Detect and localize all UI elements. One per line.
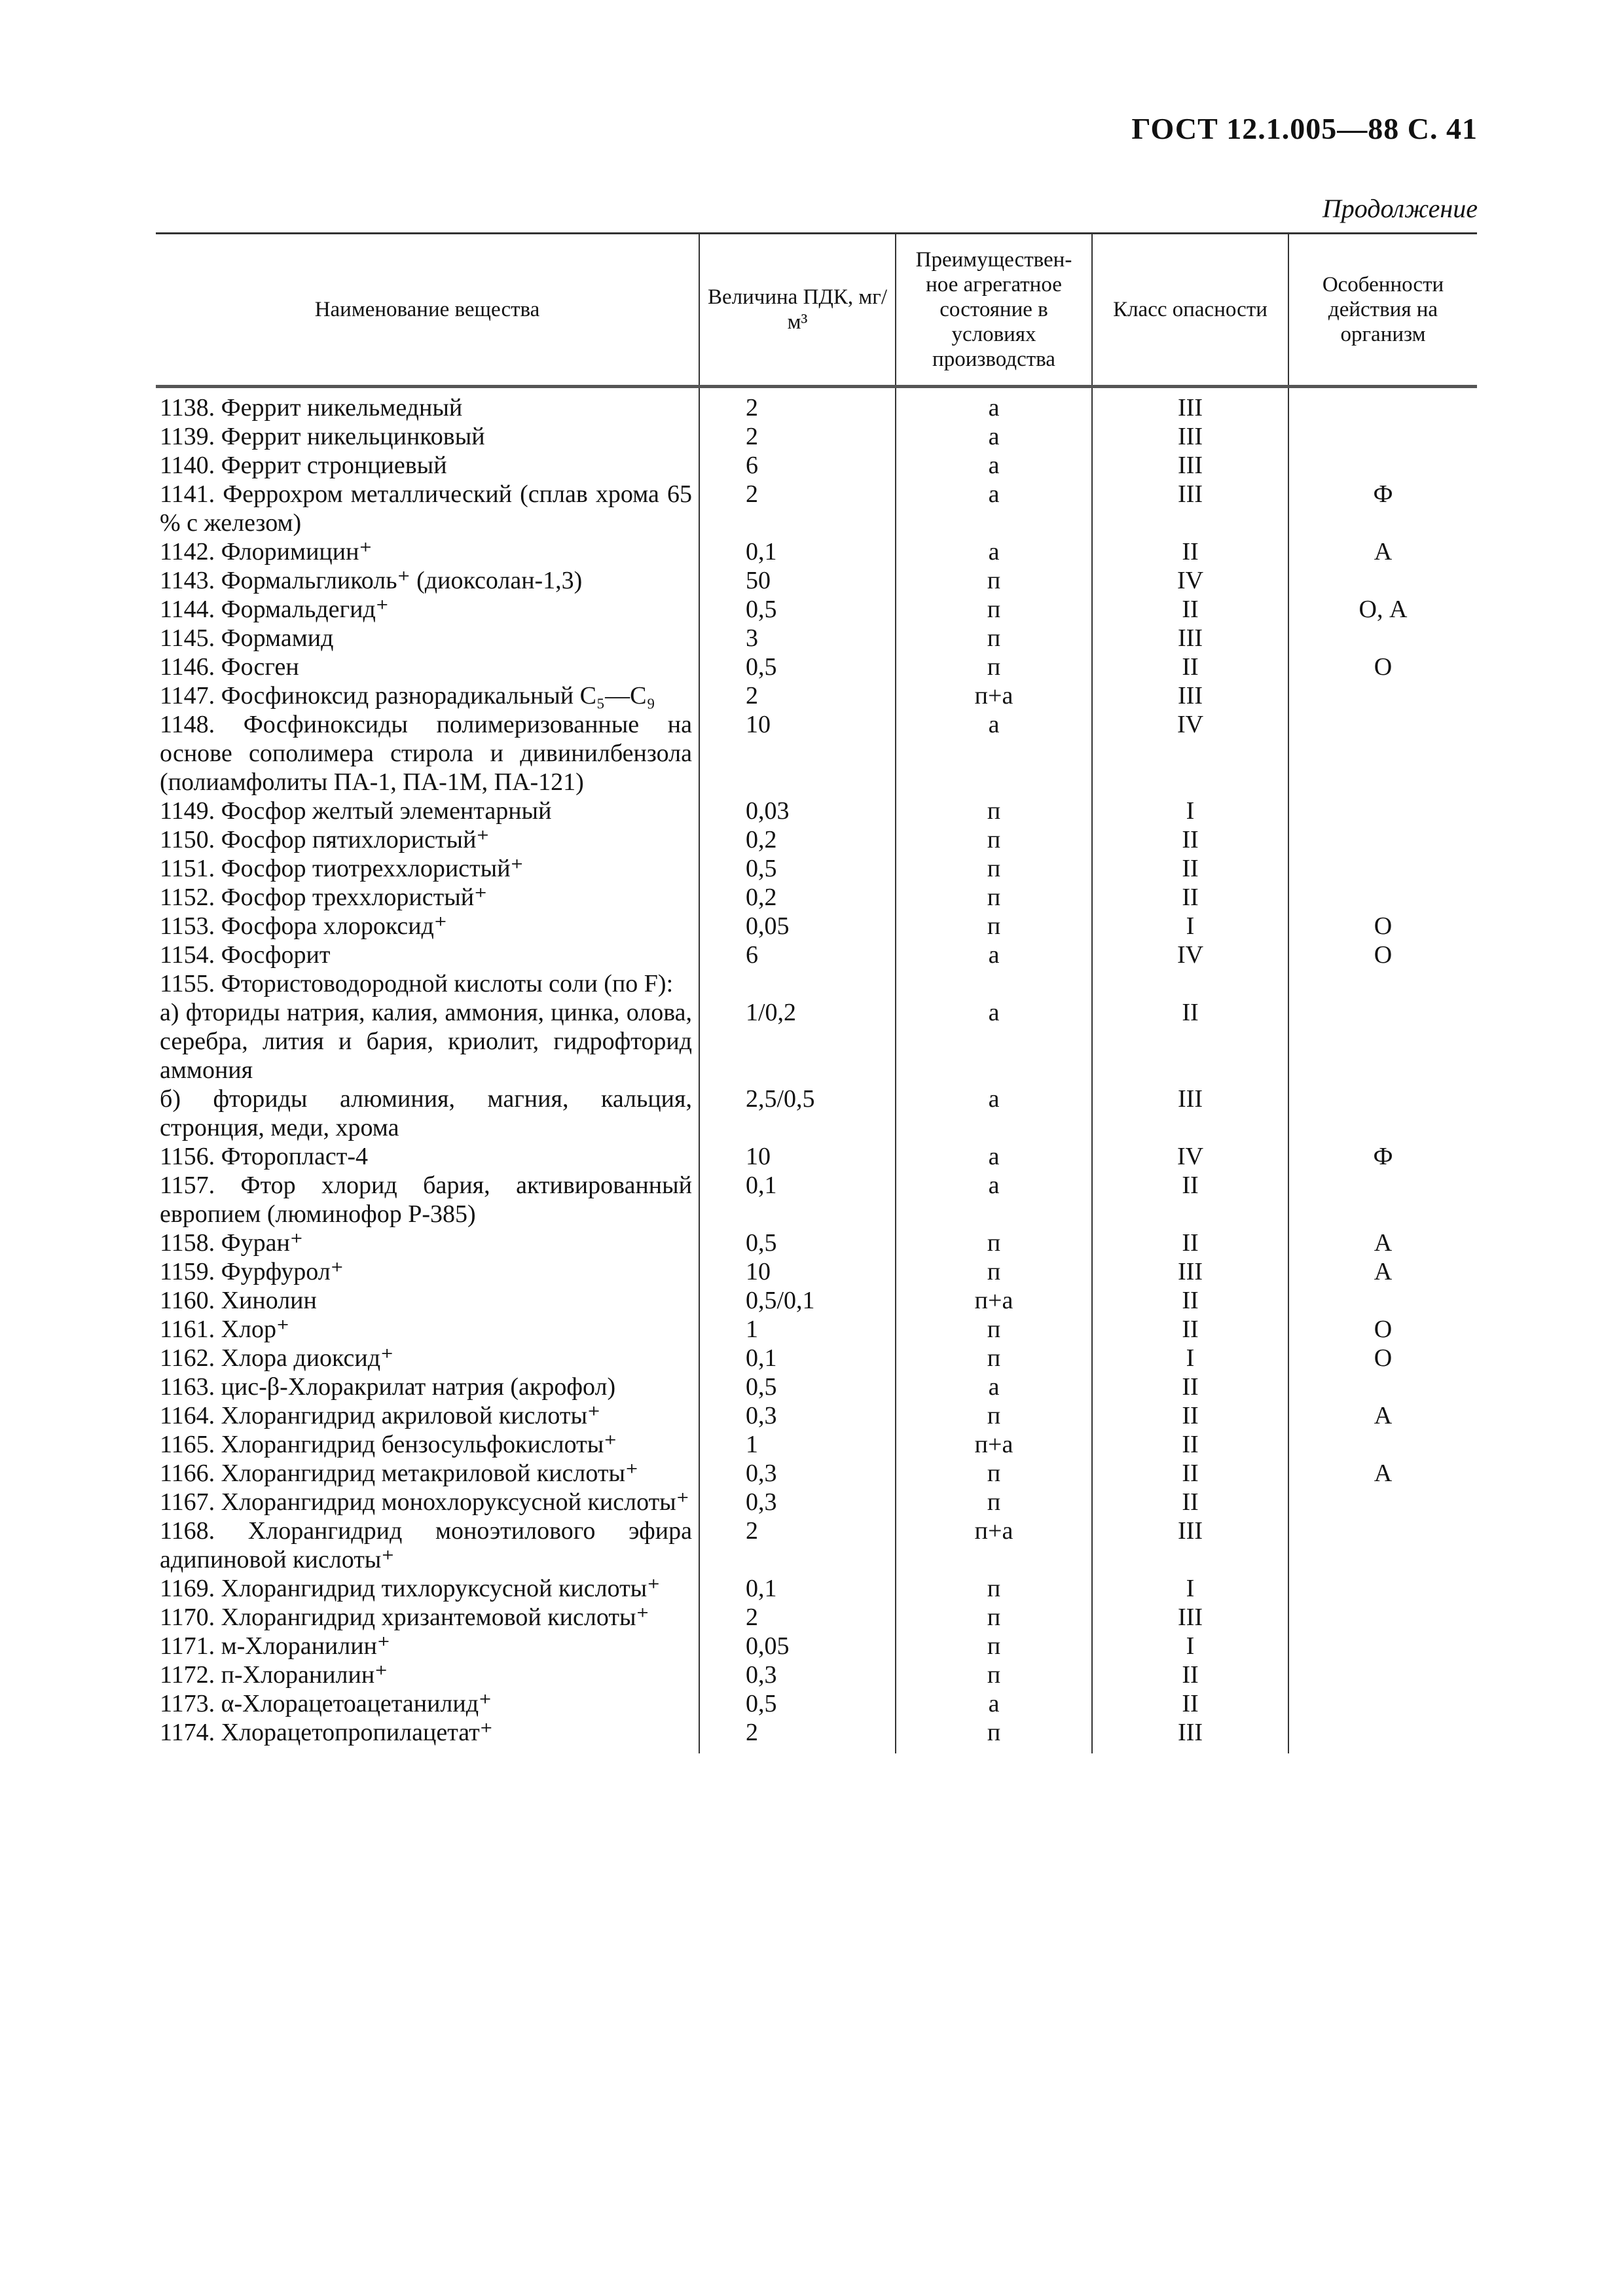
cell-class: IV — [1092, 566, 1288, 595]
cell-state: а — [896, 451, 1092, 480]
cell-class: III — [1092, 1516, 1288, 1574]
page-header: ГОСТ 12.1.005—88 С. 41 — [1131, 112, 1478, 145]
table-row — [156, 1632, 1477, 1660]
cell-effect — [1288, 1718, 1477, 1753]
cell-effect — [1288, 1430, 1477, 1459]
cell-class: I — [1092, 797, 1288, 825]
cell-name: 1158. Фуран⁺ — [160, 1229, 303, 1257]
cell-effect — [1288, 883, 1477, 912]
cell-state: а — [896, 537, 1092, 566]
table-row — [156, 624, 1477, 653]
cell-effect — [1288, 1632, 1477, 1660]
cell-state: п — [896, 1401, 1092, 1430]
table-row — [156, 1603, 1477, 1632]
cell-effect: О — [1288, 653, 1477, 681]
cell-pdk: 0,03 — [699, 797, 896, 825]
cell-pdk: 0,1 — [699, 1574, 896, 1603]
cell-class — [1092, 969, 1288, 998]
cell-pdk: 2 — [699, 1603, 896, 1632]
column-header-pdk: Величина ПДК, мг/м³ — [699, 234, 896, 387]
cell-name: 1174. Хлорацетопропилацетат⁺ — [160, 1719, 493, 1746]
cell-pdk: 3 — [699, 624, 896, 653]
cell-class: III — [1092, 422, 1288, 451]
table-header-row — [156, 234, 1477, 387]
cell-pdk: 6 — [699, 451, 896, 480]
cell-state: а — [896, 710, 1092, 797]
cell-class: II — [1092, 1430, 1288, 1459]
table-row — [156, 595, 1477, 624]
cell-pdk: 10 — [699, 710, 896, 797]
cell-class: III — [1092, 451, 1288, 480]
cell-effect — [1288, 1660, 1477, 1689]
table-row — [156, 1401, 1477, 1430]
table-row — [156, 480, 1477, 537]
cell-state: п — [896, 797, 1092, 825]
cell-class: II — [1092, 537, 1288, 566]
cell-name: 1154. Фосфорит — [160, 941, 331, 969]
cell-effect — [1288, 681, 1477, 710]
cell-pdk: 0,5 — [699, 1372, 896, 1401]
table-row — [156, 566, 1477, 595]
table-row — [156, 1315, 1477, 1344]
cell-state: а — [896, 480, 1092, 537]
table-row — [156, 653, 1477, 681]
cell-class: II — [1092, 883, 1288, 912]
cell-state: п — [896, 825, 1092, 854]
cell-class: II — [1092, 595, 1288, 624]
table-row — [156, 1229, 1477, 1257]
cell-name: 1165. Хлорангидрид бензосульфокислоты⁺ — [160, 1431, 617, 1458]
cell-class: II — [1092, 1459, 1288, 1488]
table-row — [156, 1430, 1477, 1459]
cell-pdk: 0,2 — [699, 883, 896, 912]
cell-class: III — [1092, 1085, 1288, 1142]
cell-effect — [1288, 969, 1477, 998]
cell-state: п — [896, 1229, 1092, 1257]
cell-pdk: 1/0,2 — [699, 998, 896, 1085]
cell-state: а — [896, 1085, 1092, 1142]
column-header-name: Наименование вещества — [156, 234, 699, 387]
table-row — [156, 1459, 1477, 1488]
cell-state: п — [896, 1718, 1092, 1753]
cell-class: I — [1092, 912, 1288, 941]
cell-pdk: 1 — [699, 1315, 896, 1344]
cell-state: п — [896, 1344, 1092, 1372]
cell-effect — [1288, 710, 1477, 797]
cell-pdk: 0,5 — [699, 854, 896, 883]
table-row — [156, 797, 1477, 825]
cell-effect — [1288, 1286, 1477, 1315]
table-row — [156, 883, 1477, 912]
table-row — [156, 1718, 1477, 1753]
cell-class: II — [1092, 1229, 1288, 1257]
cell-name: 1138. Феррит никельмедный — [160, 394, 463, 422]
cell-name: 1164. Хлорангидрид акриловой кислоты⁺ — [160, 1402, 601, 1429]
cell-pdk: 0,05 — [699, 912, 896, 941]
cell-effect — [1288, 624, 1477, 653]
table-row — [156, 422, 1477, 451]
cell-effect: А — [1288, 1459, 1477, 1488]
cell-pdk: 2 — [699, 681, 896, 710]
cell-name: 1162. Хлора диоксид⁺ — [160, 1344, 394, 1372]
cell-class: IV — [1092, 941, 1288, 969]
continuation-label: Продолжение — [1322, 194, 1478, 223]
cell-state: а — [896, 1142, 1092, 1171]
table-row — [156, 1142, 1477, 1171]
cell-pdk: 0,1 — [699, 537, 896, 566]
cell-name: 1152. Фосфор треххлористый⁺ — [160, 884, 488, 911]
table-row — [156, 1257, 1477, 1286]
cell-effect — [1288, 1085, 1477, 1142]
cell-class: III — [1092, 480, 1288, 537]
table-row — [156, 710, 1477, 797]
cell-state: а — [896, 422, 1092, 451]
cell-name: 1163. цис-β-Хлоракрилат натрия (акрофол) — [160, 1373, 616, 1401]
cell-state: п — [896, 854, 1092, 883]
cell-name: 1156. Фторопласт-4 — [160, 1143, 369, 1170]
cell-name: 1150. Фосфор пятихлористый⁺ — [160, 826, 490, 853]
cell-state: п — [896, 566, 1092, 595]
substances-table — [156, 232, 1477, 1753]
cell-effect: О — [1288, 1315, 1477, 1344]
cell-effect: А — [1288, 1257, 1477, 1286]
cell-state: п — [896, 1459, 1092, 1488]
cell-name: 1143. Формальгликоль⁺ (диоксолан-1,3) — [160, 567, 583, 594]
table-row — [156, 1574, 1477, 1603]
table-row — [156, 451, 1477, 480]
cell-effect: А — [1288, 1401, 1477, 1430]
table-row — [156, 854, 1477, 883]
cell-effect: О — [1288, 912, 1477, 941]
cell-name: 1153. Фосфора хлороксид⁺ — [160, 912, 447, 940]
cell-state: п — [896, 912, 1092, 941]
cell-state: п — [896, 1603, 1092, 1632]
cell-pdk: 2 — [699, 1718, 896, 1753]
cell-state: а — [896, 1171, 1092, 1229]
cell-pdk: 0,5 — [699, 595, 896, 624]
cell-name: 1144. Формальдегид⁺ — [160, 596, 389, 623]
cell-name: 1170. Хлорангидрид хризантемовой кислоты⁺ — [160, 1604, 649, 1631]
cell-name: 1147. Фосфиноксид разнорадикальный C₅—C₉ — [160, 682, 655, 709]
cell-effect — [1288, 1603, 1477, 1632]
cell-pdk: 2 — [699, 1516, 896, 1574]
cell-effect — [1288, 825, 1477, 854]
cell-effect — [1288, 1574, 1477, 1603]
cell-name: 1148. Фосфиноксиды полимеризованные на основе сополимера стирола и дивинилбензола (полиамфолиты ПА-1, ПА-1М, ПА-121) — [160, 711, 692, 796]
cell-state: п — [896, 595, 1092, 624]
cell-class: II — [1092, 1488, 1288, 1516]
cell-name: 1151. Фосфор тиотреххлористый⁺ — [160, 855, 524, 882]
cell-pdk: 0,3 — [699, 1401, 896, 1430]
cell-pdk: 1 — [699, 1430, 896, 1459]
cell-name: 1168. Хлорангидрид моноэтилового эфира адипиновой кислоты⁺ — [160, 1517, 692, 1573]
cell-pdk: 0,5 — [699, 1689, 896, 1718]
table-row — [156, 681, 1477, 710]
cell-name: 1157. Фтор хлорид бария, активированный европием (люминофор Р-385) — [160, 1172, 692, 1228]
cell-pdk: 2 — [699, 387, 896, 423]
cell-class: II — [1092, 1372, 1288, 1401]
table-row — [156, 1689, 1477, 1718]
cell-state: п+а — [896, 1516, 1092, 1574]
cell-effect: А — [1288, 1229, 1477, 1257]
cell-effect — [1288, 1689, 1477, 1718]
table-row — [156, 969, 1477, 998]
cell-class: III — [1092, 624, 1288, 653]
cell-state: п — [896, 1660, 1092, 1689]
cell-name: 1160. Хинолин — [160, 1287, 317, 1314]
cell-name: 1139. Феррит никельцинковый — [160, 423, 485, 450]
cell-class: IV — [1092, 710, 1288, 797]
column-header-effect: Особенности действия на организм — [1288, 234, 1477, 387]
cell-class: III — [1092, 681, 1288, 710]
cell-class: I — [1092, 1344, 1288, 1372]
cell-effect — [1288, 387, 1477, 423]
cell-class: II — [1092, 1286, 1288, 1315]
cell-state: п — [896, 624, 1092, 653]
cell-state: п — [896, 1632, 1092, 1660]
cell-effect: Ф — [1288, 480, 1477, 537]
cell-state: п — [896, 1257, 1092, 1286]
table-row — [156, 1344, 1477, 1372]
cell-effect — [1288, 1372, 1477, 1401]
cell-name: 1146. Фосген — [160, 653, 299, 681]
cell-name: 1171. м-Хлоранилин⁺ — [160, 1632, 390, 1660]
cell-pdk: 0,2 — [699, 825, 896, 854]
cell-state: а — [896, 1372, 1092, 1401]
cell-class: II — [1092, 1315, 1288, 1344]
cell-class: II — [1092, 1689, 1288, 1718]
cell-name: 1149. Фосфор желтый элементарный — [160, 797, 552, 825]
cell-pdk: 0,1 — [699, 1344, 896, 1372]
cell-pdk: 0,5 — [699, 1229, 896, 1257]
cell-class: II — [1092, 1660, 1288, 1689]
cell-state: а — [896, 387, 1092, 423]
cell-pdk — [699, 969, 896, 998]
cell-pdk: 0,3 — [699, 1488, 896, 1516]
cell-class: IV — [1092, 1142, 1288, 1171]
cell-name: б) фториды алюминия, магния, кальция, стронция, меди, хрома — [160, 1085, 692, 1141]
cell-class: II — [1092, 1401, 1288, 1430]
cell-name: 1141. Феррохром металлический (сплав хрома 65 % с железом) — [160, 480, 692, 537]
cell-pdk: 50 — [699, 566, 896, 595]
cell-name: 1173. α-Хлорацетоацетанилид⁺ — [160, 1690, 492, 1717]
cell-name: 1142. Флоримицин⁺ — [160, 538, 373, 565]
cell-name: 1167. Хлорангидрид монохлоруксусной кислоты⁺ — [160, 1488, 689, 1516]
cell-effect: А — [1288, 537, 1477, 566]
table-row — [156, 1516, 1477, 1574]
cell-state: а — [896, 998, 1092, 1085]
table-row — [156, 912, 1477, 941]
cell-name: 1166. Хлорангидрид метакриловой кислоты⁺ — [160, 1460, 639, 1487]
cell-class: I — [1092, 1632, 1288, 1660]
cell-effect: О — [1288, 941, 1477, 969]
table-row — [156, 1660, 1477, 1689]
cell-effect — [1288, 1488, 1477, 1516]
cell-effect — [1288, 854, 1477, 883]
table-row — [156, 941, 1477, 969]
cell-state: п — [896, 883, 1092, 912]
cell-class: II — [1092, 998, 1288, 1085]
cell-state: п+а — [896, 1430, 1092, 1459]
cell-pdk: 2 — [699, 422, 896, 451]
cell-pdk: 10 — [699, 1257, 896, 1286]
table-row — [156, 537, 1477, 566]
table-row — [156, 387, 1477, 423]
cell-effect — [1288, 451, 1477, 480]
cell-class: III — [1092, 387, 1288, 423]
cell-class: II — [1092, 825, 1288, 854]
cell-pdk: 0,3 — [699, 1660, 896, 1689]
cell-name: а) фториды натрия, калия, аммония, цинка, олова, серебра, лития и бария, криолит, гидрофторид аммония — [160, 999, 692, 1084]
table-row — [156, 1085, 1477, 1142]
cell-class: III — [1092, 1603, 1288, 1632]
cell-class: II — [1092, 653, 1288, 681]
table-row — [156, 1286, 1477, 1315]
cell-effect — [1288, 797, 1477, 825]
cell-class: I — [1092, 1574, 1288, 1603]
cell-effect — [1288, 1171, 1477, 1229]
cell-name: 1161. Хлор⁺ — [160, 1316, 290, 1343]
cell-pdk: 2,5/0,5 — [699, 1085, 896, 1142]
cell-class: II — [1092, 1171, 1288, 1229]
cell-name: 1159. Фурфурол⁺ — [160, 1258, 344, 1285]
cell-effect — [1288, 1516, 1477, 1574]
cell-pdk: 2 — [699, 480, 896, 537]
cell-state — [896, 969, 1092, 998]
cell-effect — [1288, 422, 1477, 451]
cell-state: п+а — [896, 681, 1092, 710]
table-row — [156, 998, 1477, 1085]
cell-name: 1172. п-Хлоранилин⁺ — [160, 1661, 388, 1689]
cell-pdk: 6 — [699, 941, 896, 969]
cell-state: п — [896, 1488, 1092, 1516]
table-row — [156, 1171, 1477, 1229]
cell-name: 1155. Фтористоводородной кислоты соли (по F): — [160, 970, 674, 997]
cell-state: а — [896, 941, 1092, 969]
cell-name: 1145. Формамид — [160, 624, 334, 652]
cell-state: п — [896, 653, 1092, 681]
cell-effect — [1288, 566, 1477, 595]
table-row — [156, 1372, 1477, 1401]
cell-state: п+а — [896, 1286, 1092, 1315]
cell-effect: Ф — [1288, 1142, 1477, 1171]
cell-class: II — [1092, 854, 1288, 883]
cell-state: п — [896, 1574, 1092, 1603]
cell-class: III — [1092, 1718, 1288, 1753]
cell-effect — [1288, 998, 1477, 1085]
cell-name: 1169. Хлорангидрид тихлоруксусной кислоты⁺ — [160, 1575, 661, 1602]
cell-pdk: 0,05 — [699, 1632, 896, 1660]
column-header-state: Преимуществен-ное агрегатное состояние в условиях производства — [896, 234, 1092, 387]
cell-pdk: 0,3 — [699, 1459, 896, 1488]
cell-class: III — [1092, 1257, 1288, 1286]
table-body — [156, 387, 1477, 1754]
cell-pdk: 0,5 — [699, 653, 896, 681]
cell-pdk: 0,5/0,1 — [699, 1286, 896, 1315]
table-row — [156, 1488, 1477, 1516]
cell-name: 1140. Феррит стронциевый — [160, 452, 447, 479]
cell-state: а — [896, 1689, 1092, 1718]
column-header-class: Класс опасности — [1092, 234, 1288, 387]
cell-effect: О, А — [1288, 595, 1477, 624]
cell-state: п — [896, 1315, 1092, 1344]
cell-pdk: 0,1 — [699, 1171, 896, 1229]
cell-pdk: 10 — [699, 1142, 896, 1171]
cell-effect: О — [1288, 1344, 1477, 1372]
table-row — [156, 825, 1477, 854]
